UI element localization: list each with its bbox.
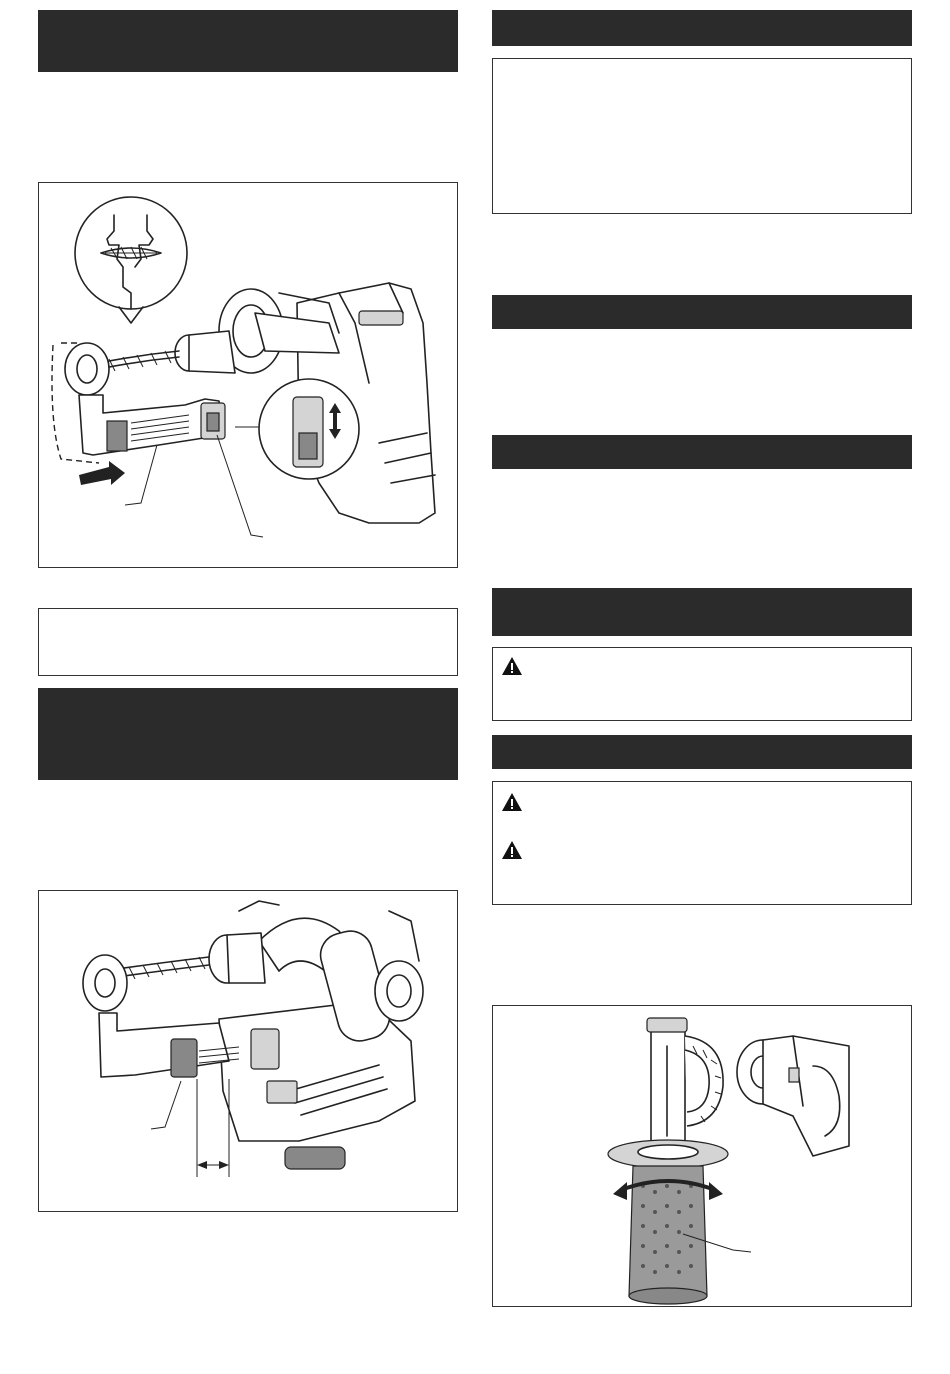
caution-box-1 <box>492 647 912 721</box>
section-header-bar-7 <box>492 735 912 769</box>
side-grip-illustration <box>493 1006 912 1307</box>
figure-side-grip <box>492 1005 912 1307</box>
section-header-bar-5 <box>492 435 912 469</box>
section-header-bar-4 <box>492 295 912 329</box>
depth-adjustment-illustration <box>39 891 458 1212</box>
section-header-bar-1 <box>38 10 458 72</box>
dust-extractor-illustration <box>39 183 458 568</box>
section-header-bar-2 <box>38 688 458 780</box>
section-header-bar-6 <box>492 588 912 636</box>
note-box-left <box>38 608 458 676</box>
info-box-top-right <box>492 58 912 214</box>
warning-triangle-icon <box>501 840 523 860</box>
figure-depth-adjustment <box>38 890 458 1212</box>
section-header-bar-3 <box>492 10 912 46</box>
figure-dust-extractor-install <box>38 182 458 568</box>
warning-triangle-icon <box>501 656 523 676</box>
arrow-right-icon <box>79 461 125 485</box>
caution-box-2 <box>492 781 912 905</box>
warning-triangle-icon <box>501 792 523 812</box>
